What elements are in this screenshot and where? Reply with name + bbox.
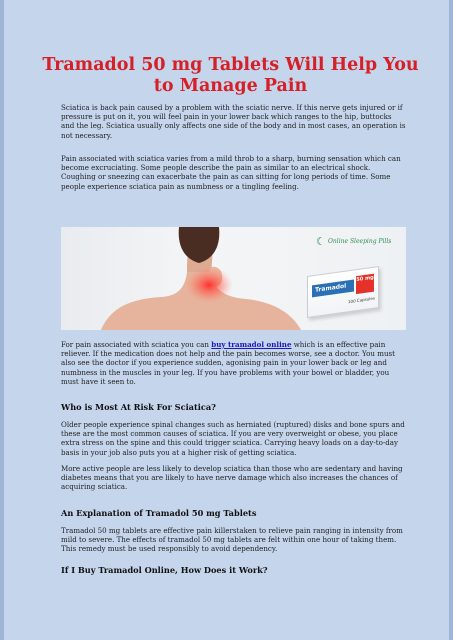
heading-how-it-works: If I Buy Tramadol Online, How Does it Work? bbox=[61, 565, 268, 575]
page-title: Tramadol 50 mg Tablets Will Help You to Manage Pain bbox=[42, 55, 419, 96]
paragraph-tablets: Tramadol 50 mg tablets are effective pain killerstaken to relieve pain ranging in intensity from mild to severe. The effects of tramadol 50 mg tablets are felt within one hour of taking them. This remedy must be used responsibly to avoid dependency. bbox=[61, 526, 403, 554]
moon-icon: ☾ bbox=[316, 235, 326, 248]
heading-explanation: An Explanation of Tramadol 50 mg Tablets bbox=[61, 508, 257, 518]
brand-logo-text: Online Sleeping Pills bbox=[328, 238, 392, 245]
paragraph-risk-factors: Older people experience spinal changes such as herniated (ruptured) disks and bone spurs and these are the most common causes of sciatica. If you are very overweight or obese, you place extra stress on the spine and this could trigger sciatica. Carrying heavy loads on a day-to-day basis in your job also puts you at a higher risk of getting sciatica. bbox=[61, 420, 405, 457]
paragraph-pain-description: Pain associated with sciatica varies from a mild throb to a sharp, burning sensation which can become excruciating. Some people describe the pain as similar to an electrical shock. Coughing or sneezing can exacerbate the pain as can sitting for long periods of time. Some people experience sciatica pain as numbness or a tingling feeling. bbox=[61, 154, 401, 191]
hero-image bbox=[61, 227, 406, 330]
paragraph-activity: More active people are less likely to develop sciatica than those who are sedentary and having diabetes means that you are likely to have nerve damage which also increases the chances of acquiring sciatica. bbox=[61, 464, 403, 492]
paragraph-treatment bbox=[61, 340, 406, 386]
medicine-box-strength: 50 mg bbox=[356, 274, 374, 295]
paragraph-text: which is an effective pain reliever. If the medication does not help and the pain becomes worse, see a doctor. You must also see the doctor if you experience sudden, agonising pain in your lower back or leg and numbness in the muscles in your leg. If you have problems with your bowel or bladder, you must have it seen to. bbox=[61, 340, 396, 386]
heading-risk: Who is Most At Risk For Sciatica? bbox=[61, 402, 216, 412]
medicine-box-brand: Tramadol bbox=[312, 279, 354, 297]
brand-logo bbox=[316, 235, 400, 249]
paragraph-text: For pain associated with sciatica you can bbox=[61, 340, 212, 349]
paragraph-intro: Sciatica is back pain caused by a problem with the sciatic nerve. If this nerve gets injured or if pressure is put on it, you will feel pain in your lower back which ranges to the hip, buttocks and the leg. Sciatica usually only affects one side of the body and in most cases, an operation is not necessary. bbox=[61, 103, 406, 140]
buy-tramadol-link[interactable]: buy tramadol online bbox=[211, 340, 292, 349]
medicine-box-count: 100 Capsules bbox=[348, 295, 375, 305]
